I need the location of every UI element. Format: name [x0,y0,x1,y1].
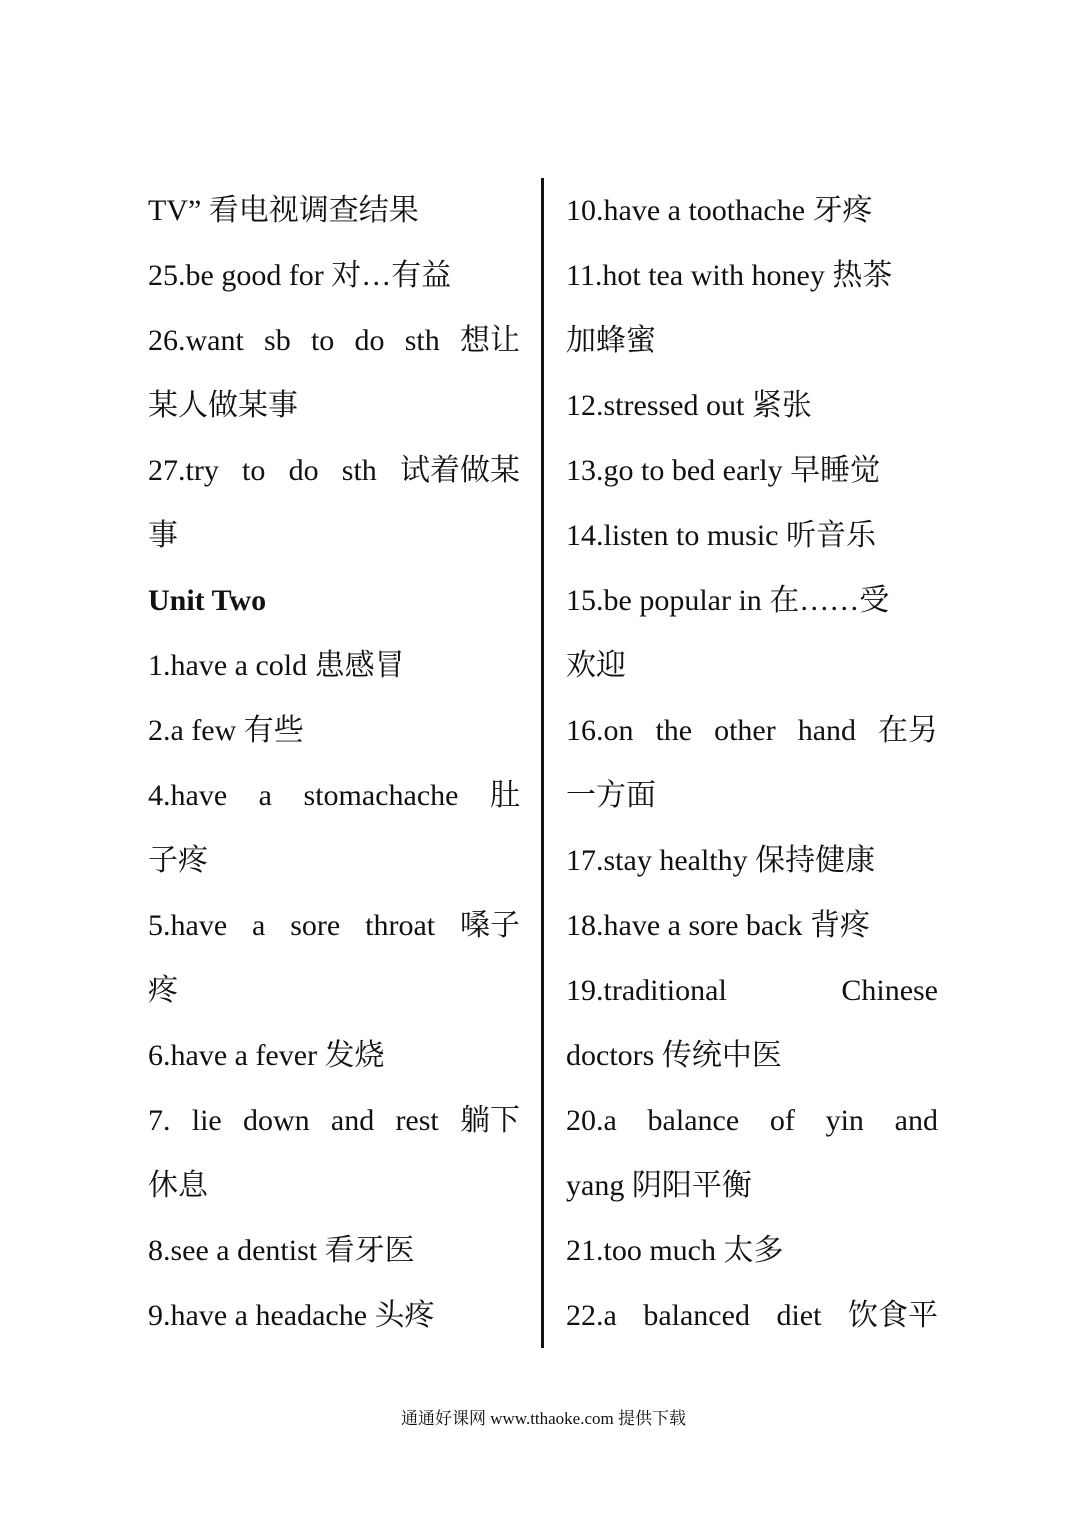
word: sth [341,454,377,487]
text-line: 休息 [148,1169,208,1202]
word: lie [191,1104,222,1137]
word: 躺下 [460,1104,520,1137]
vocab-item-13: 13.go to bed early 早睡觉 [566,454,881,487]
word: 想让 [459,324,520,357]
word: 26.want [148,324,244,357]
word: the [655,714,693,747]
word: down [242,1104,310,1137]
word: a [258,779,272,812]
word: 16.on [566,714,634,747]
page-footer: 通通好课网 www.tthaoke.com 提供下载 [400,1409,687,1428]
vocab-item-12: 12.stressed out 紧张 [566,389,812,422]
word: 19.traditional [566,974,727,1007]
word: balance [647,1104,740,1137]
word: and [894,1104,938,1137]
vocab-item-25: 25.be good for 对…有益 [148,259,452,292]
section-heading: Unit Two [148,584,267,617]
vocab-item-6: 6.have a fever 发烧 [148,1039,385,1072]
vocab-item-5 [148,893,520,958]
vocab-item-2: 2.a few 有些 [148,714,304,747]
word: to [242,454,266,487]
text-line: 疼 [148,974,178,1007]
vocab-item-22 [566,1283,938,1348]
vocab-item-15: 15.be popular in 在……受 [566,584,890,617]
word: and [330,1104,375,1137]
text-line: 子疼 [148,844,208,877]
text-line: 一方面 [566,779,656,812]
column-divider [541,178,544,1348]
text-line: 事 [148,519,178,552]
word: 在另 [878,714,938,747]
word: sth [404,324,440,357]
vocab-item-18: 18.have a sore back 背疼 [566,909,871,942]
vocab-item-7 [148,1088,520,1153]
word: 27.try [148,454,219,487]
word: to [310,324,335,357]
vocab-item-17: 17.stay healthy 保持健康 [566,844,876,877]
word: 5.have [148,909,228,942]
vocab-item-1: 1.have a cold 患感冒 [148,649,405,682]
word: Chinese [841,974,938,1007]
text-line: 欢迎 [566,649,626,682]
word: yin [825,1104,864,1137]
word: diet [776,1299,822,1332]
word: other [714,714,776,747]
word: do [288,454,319,487]
right-column [566,178,938,1348]
vocab-item-8: 8.see a dentist 看牙医 [148,1234,415,1267]
word: 饮食平 [847,1299,938,1332]
text-line: yang 阴阳平衡 [566,1169,752,1202]
text-line: doctors 传统中医 [566,1039,782,1072]
vocab-item-4 [148,763,520,828]
word: 嗓子 [460,909,520,942]
vocab-item-14: 14.listen to music 听音乐 [566,519,876,552]
word: stomachache [303,779,459,812]
text-line: 加蜂蜜 [566,324,656,357]
word: 4.have [148,779,228,812]
word: hand [797,714,857,747]
vocab-item-19 [566,958,938,1023]
word: 肚 [489,779,520,812]
vocab-item-16 [566,698,938,763]
vocab-item-20 [566,1088,938,1153]
word: balanced [643,1299,750,1332]
word: rest [395,1104,439,1137]
text-line: 某人做某事 [148,389,298,422]
word: 22.a [566,1299,617,1332]
vocab-item-10: 10.have a toothache 牙疼 [566,194,873,227]
word: sb [264,324,291,357]
word: 20.a [566,1104,617,1137]
vocab-item-11: 11.hot tea with honey 热茶 [566,259,893,292]
vocab-item-9: 9.have a headache 头疼 [148,1299,435,1332]
text-line: TV” 看电视调查结果 [148,194,419,227]
left-column [148,178,520,1348]
vocab-item-26 [148,308,520,373]
word: do [354,324,385,357]
word: throat [365,909,436,942]
word: of [769,1104,795,1137]
vocab-item-21: 21.too much 太多 [566,1234,784,1267]
word: sore [290,909,341,942]
vocab-item-27 [148,438,520,503]
word: 7. [148,1104,171,1137]
word: a [252,909,266,942]
word: 试着做某 [400,454,520,487]
